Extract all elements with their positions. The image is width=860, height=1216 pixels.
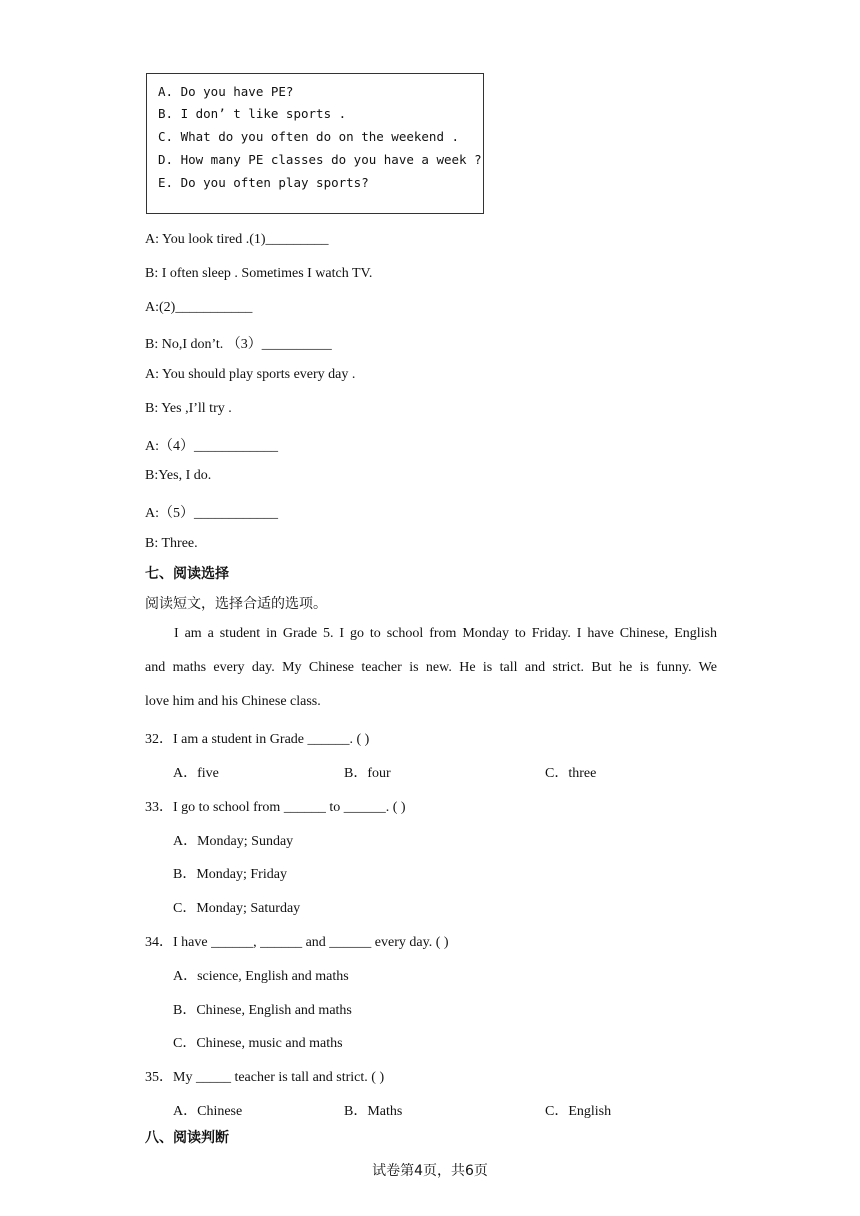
question-33-option-c: C．Monday; Saturday	[173, 901, 301, 916]
dialogue-line-4: B: No,I don’t. （3）__________	[145, 337, 332, 352]
dialogue-line-1: A: You look tired .(1)_________	[145, 232, 329, 247]
question-34-option-a: A．science, English and maths	[173, 969, 349, 984]
passage-line-1: I am a student in Grade 5. I go to school from Monday to Friday. I have Chinese, English	[174, 626, 717, 641]
section-7-title: 七、阅读选择	[145, 566, 229, 582]
dialogue-line-6: B: Yes ,I’ll try .	[145, 401, 232, 416]
question-34-option-b: B．Chinese, English and maths	[173, 1003, 352, 1018]
dialogue-line-8: B:Yes, I do.	[145, 468, 212, 483]
dialogue-line-10: B: Three.	[145, 536, 198, 551]
passage-line-3: love him and his Chinese class.	[145, 694, 321, 709]
dialogue-line-9: A:（5）____________	[145, 506, 278, 521]
page-footer: 试卷第4页，共6页	[372, 1163, 488, 1179]
question-32-option-b: B．four	[344, 766, 391, 781]
options-box	[146, 73, 484, 214]
question-35-option-b: B．Maths	[344, 1104, 403, 1119]
question-32-stem: 32．I am a student in Grade ______. ( )	[145, 732, 370, 747]
passage-line-2: and maths every day. My Chinese teacher is new. He is tall and strict. But he is funny. We	[145, 660, 717, 675]
dialogue-line-7: A:（4）____________	[145, 439, 278, 454]
option-d-line: D. How many PE classes do you have a week ?	[158, 152, 482, 167]
question-34-option-c: C．Chinese, music and maths	[173, 1036, 343, 1051]
question-34-stem: 34．I have ______, ______ and ______ every day. ( )	[145, 935, 449, 950]
question-33-option-b: B．Monday; Friday	[173, 867, 287, 882]
dialogue-line-2: B: I often sleep . Sometimes I watch TV.	[145, 266, 373, 281]
dialogue-line-3: A:(2)___________	[145, 300, 253, 315]
question-32-option-c: C．three	[545, 766, 597, 781]
question-33-option-a: A．Monday; Sunday	[173, 834, 294, 849]
option-e-line: E. Do you often play sports?	[158, 175, 369, 190]
question-35-option-a: A．Chinese	[173, 1104, 243, 1119]
option-a-line: A. Do you have PE?	[158, 84, 294, 99]
question-35-option-c: C．English	[545, 1104, 612, 1119]
section-8-title: 八、阅读判断	[145, 1130, 229, 1146]
option-c-line: C. What do you often do on the weekend .	[158, 129, 460, 144]
option-b-line: B. I don’ t like sports .	[158, 106, 347, 121]
question-33-stem: 33．I go to school from ______ to ______. ( )	[145, 800, 406, 815]
question-32-option-a: A．five	[173, 766, 219, 781]
section-7-instruction: 阅读短文，选择合适的选项。	[145, 596, 327, 612]
dialogue-line-5: A: You should play sports every day .	[145, 367, 356, 382]
question-35-stem: 35．My _____ teacher is tall and strict. ( )	[145, 1070, 385, 1085]
